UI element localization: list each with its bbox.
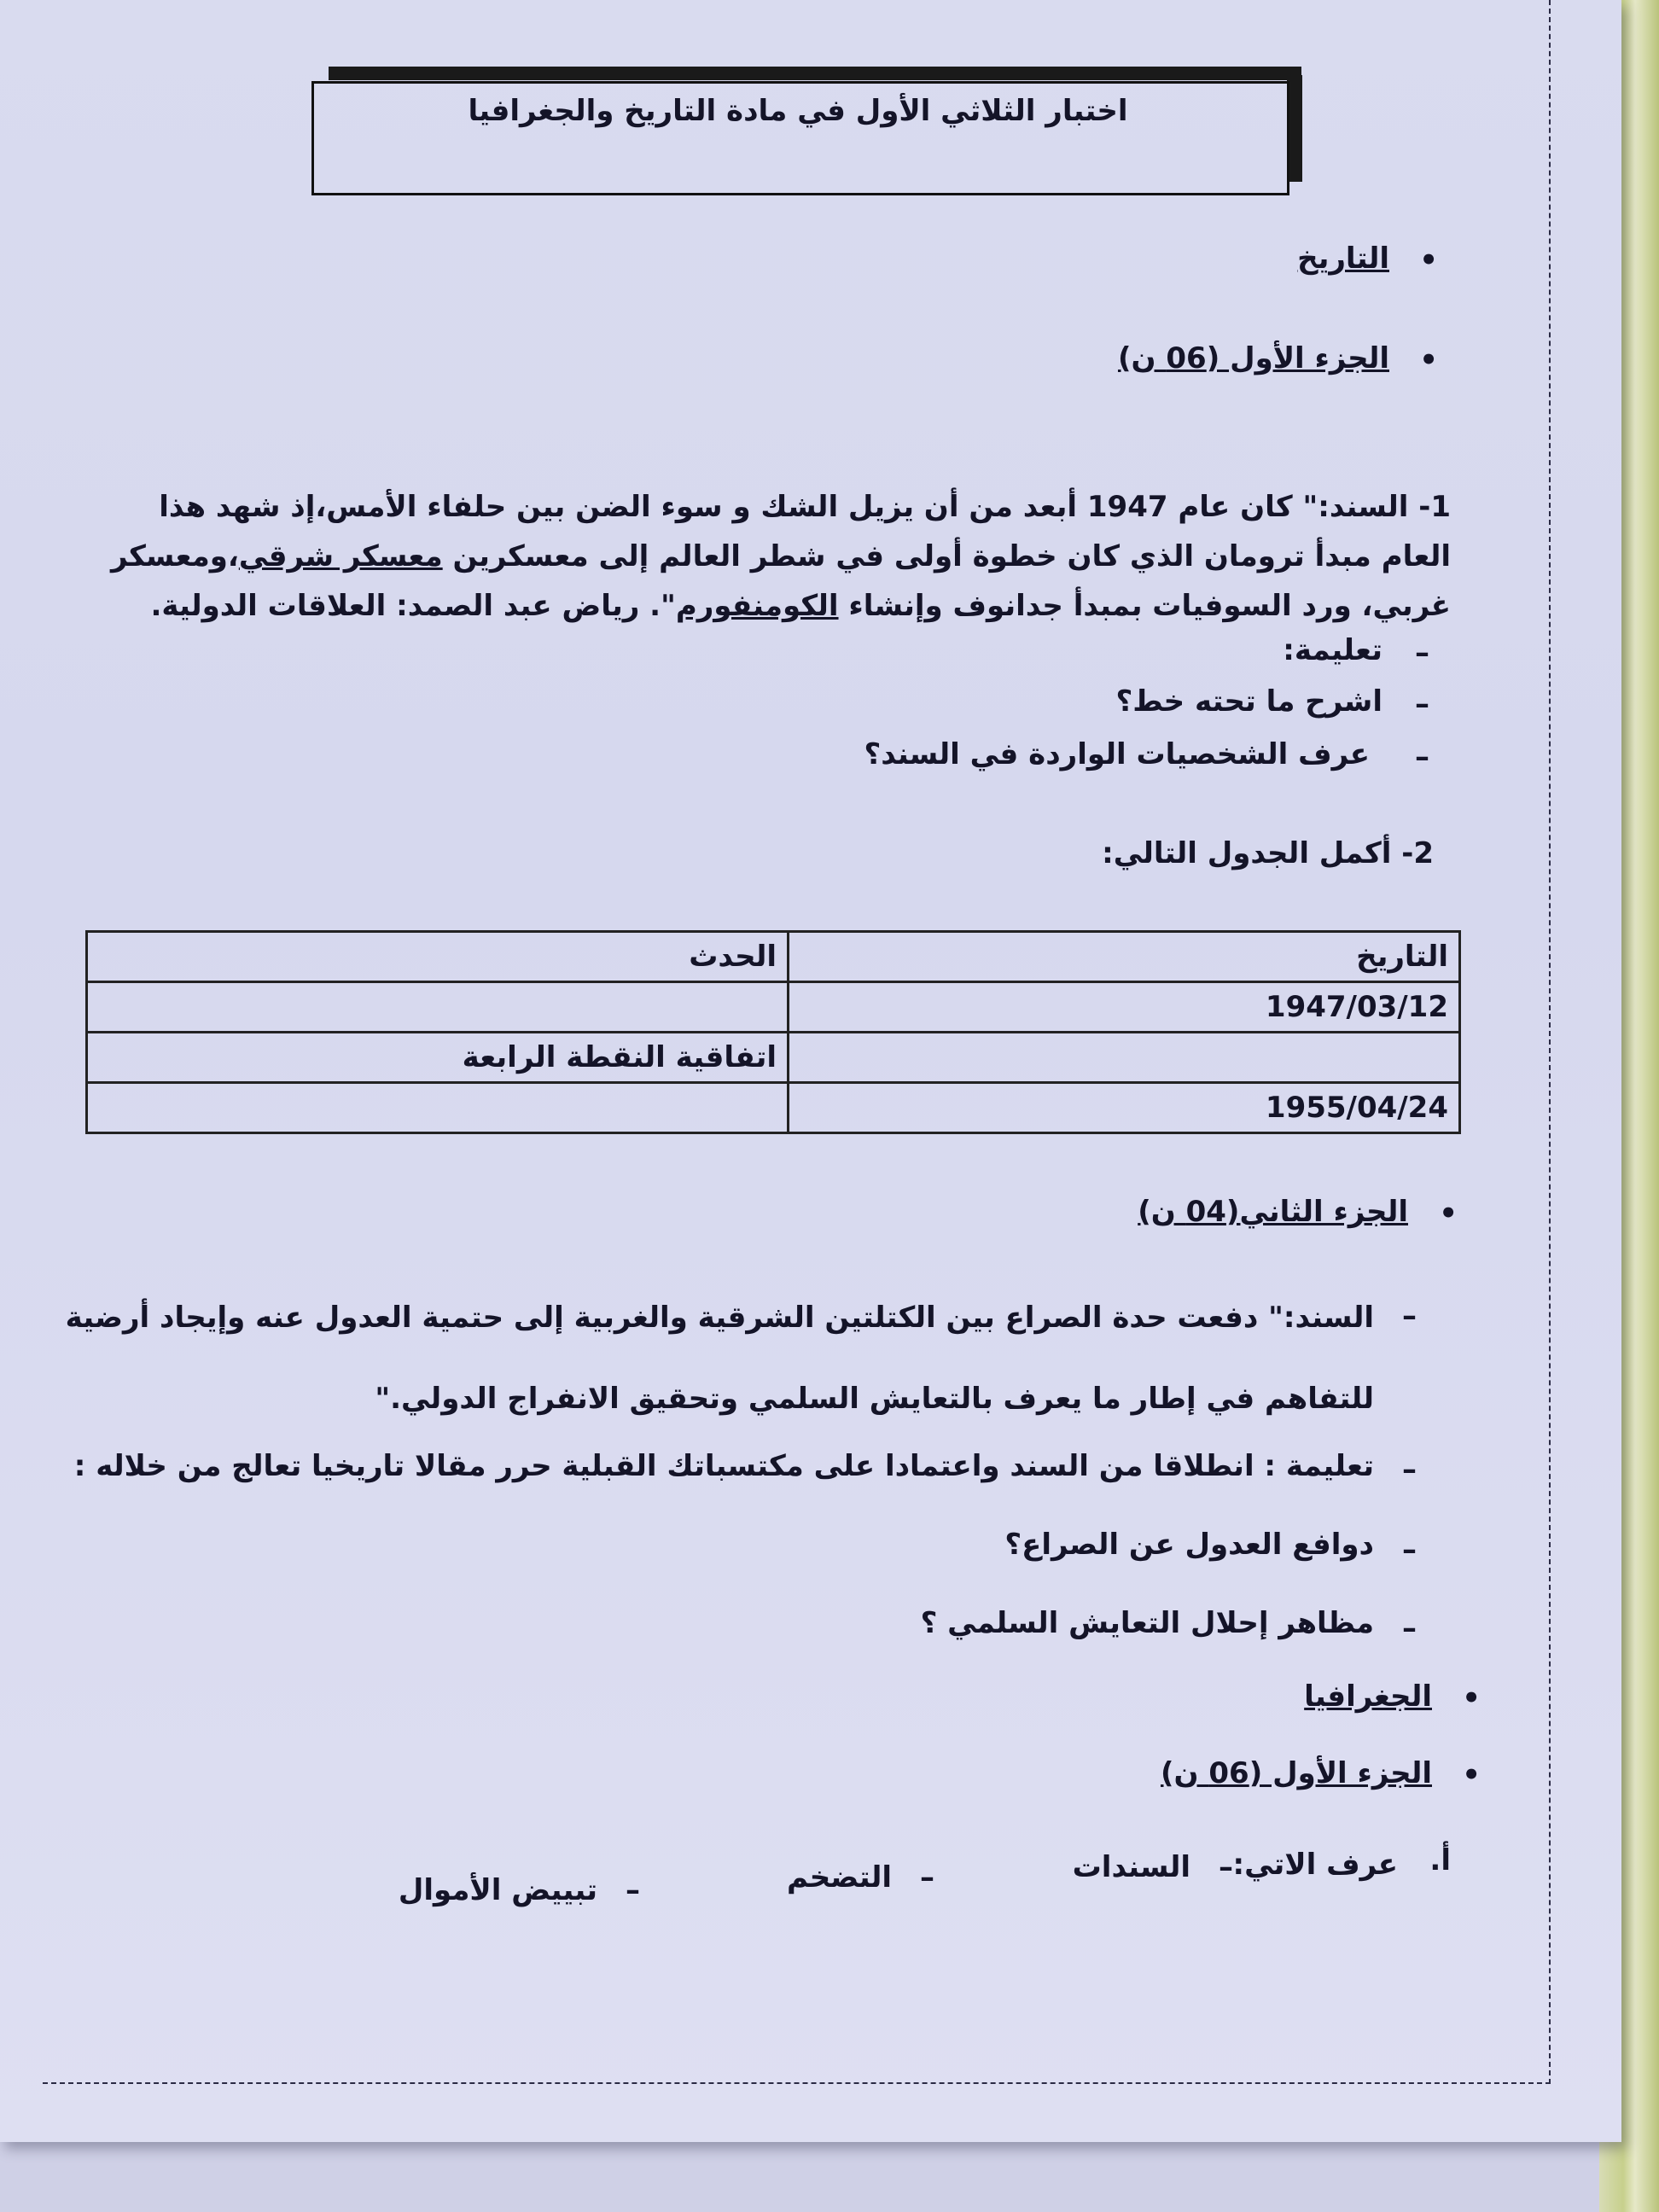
table-cell: 1947/03/12: [789, 982, 1460, 1033]
table-header-date: التاريخ: [789, 932, 1460, 982]
document2-line1: السند:" دفعت حدة الصراع بين الكتلتين الشرقية والغربية إلى حتمية العدول عنه وإيجاد أرضية: [65, 1301, 1374, 1335]
table-header-row: [87, 932, 1460, 982]
task-motives: دوافع العدول عن الصراع؟: [1004, 1528, 1374, 1562]
document1-text: غربي، ورد السوفيات بمبدأ جدانوف وإنشاء: [848, 589, 1451, 623]
table-cell: 1955/04/24: [789, 1083, 1460, 1133]
question-2: 2- أكمل الجدول التالي:: [1102, 836, 1434, 870]
document1-text: العام مبدأ ترومان الذي كان خطوة أولى في شطر العالم إلى معسكرين: [452, 539, 1451, 573]
table-row: [87, 1033, 1460, 1083]
underlined-term: معسكر شرقي: [238, 539, 443, 573]
dash: –: [1415, 636, 1429, 670]
dash: –: [1415, 687, 1429, 721]
instruction-label: تعليمة:: [1283, 633, 1382, 667]
term-bonds: السندات: [1072, 1850, 1190, 1884]
term-inflation: التضخم: [787, 1860, 892, 1895]
table-cell: [87, 982, 789, 1033]
task-coexistence: مظاهر إحلال التعايش السلمي ؟: [920, 1606, 1374, 1640]
document1-line2: [85, 532, 1451, 581]
dash: –: [1402, 1533, 1417, 1567]
document1-line1: [85, 482, 1451, 532]
table-row: [87, 1083, 1460, 1133]
exam-title: اختبار الثلاثي الأول في مادة التاريخ والجغرافيا: [468, 94, 1128, 128]
table-cell: [789, 1033, 1460, 1083]
bullet: •: [1439, 1196, 1458, 1231]
geography-heading: الجغرافيا: [1304, 1679, 1432, 1714]
underlined-term: الكومنفورم: [675, 589, 839, 623]
dash: –: [1402, 1299, 1417, 1333]
bullet: •: [1462, 1681, 1481, 1715]
question-number: 1-: [1418, 490, 1451, 524]
dash: –: [626, 1873, 640, 1907]
title-box-shadow-top: [329, 67, 1301, 80]
dash: –: [1402, 1452, 1417, 1487]
history-part2-heading: الجزء الثاني(04 ن): [1138, 1195, 1408, 1229]
history-part1-heading: الجزء الأول (06 ن): [1117, 341, 1389, 375]
geography-part1-heading: الجزء الأول (06 ن): [1160, 1756, 1432, 1790]
document2-line2: للتفاهم في إطار ما يعرف بالتعايش السلمي وتحقيق الانفراج الدولي.": [375, 1382, 1374, 1416]
history-heading: التاريخ: [1297, 242, 1389, 276]
bullet: •: [1419, 243, 1438, 277]
dash: –: [1219, 1850, 1233, 1884]
document1-text: ،ومعسكر: [111, 539, 239, 573]
item-label: أ.: [1429, 1843, 1451, 1877]
table-cell: اتفاقية النقطة الرابعة: [87, 1033, 789, 1083]
document1-text: السند:" كان عام 1947 أبعد من أن يزيل الشك و سوء الضن بين حلفاء الأمس،إذ شهد هذا: [159, 490, 1409, 524]
events-table: [85, 930, 1461, 1134]
table-cell: [87, 1083, 789, 1133]
bullet: •: [1462, 1758, 1481, 1792]
part2-instruction: تعليمة : انطلاقا من السند واعتمادا على مكتسباتك القبلية حرر مقالا تاريخيا تعالج من خلاله :: [73, 1449, 1374, 1483]
bullet: •: [1419, 343, 1438, 377]
table-row: [87, 982, 1460, 1033]
task-explain: اشرح ما تحته خط؟: [1115, 684, 1382, 719]
item-prompt: عرف الاتي:: [1232, 1848, 1398, 1882]
dash: –: [920, 1860, 934, 1895]
document1-line3: [85, 581, 1451, 631]
table-header-event: الحدث: [87, 932, 789, 982]
dash: –: [1402, 1611, 1417, 1645]
document1-text: ". رياض عبد الصمد: العلاقات الدولية.: [150, 589, 676, 623]
term-money-laundering: تبييض الأموال: [398, 1873, 597, 1907]
task-define: عرف الشخصيات الواردة في السند؟: [864, 737, 1370, 771]
dash: –: [1415, 740, 1429, 774]
